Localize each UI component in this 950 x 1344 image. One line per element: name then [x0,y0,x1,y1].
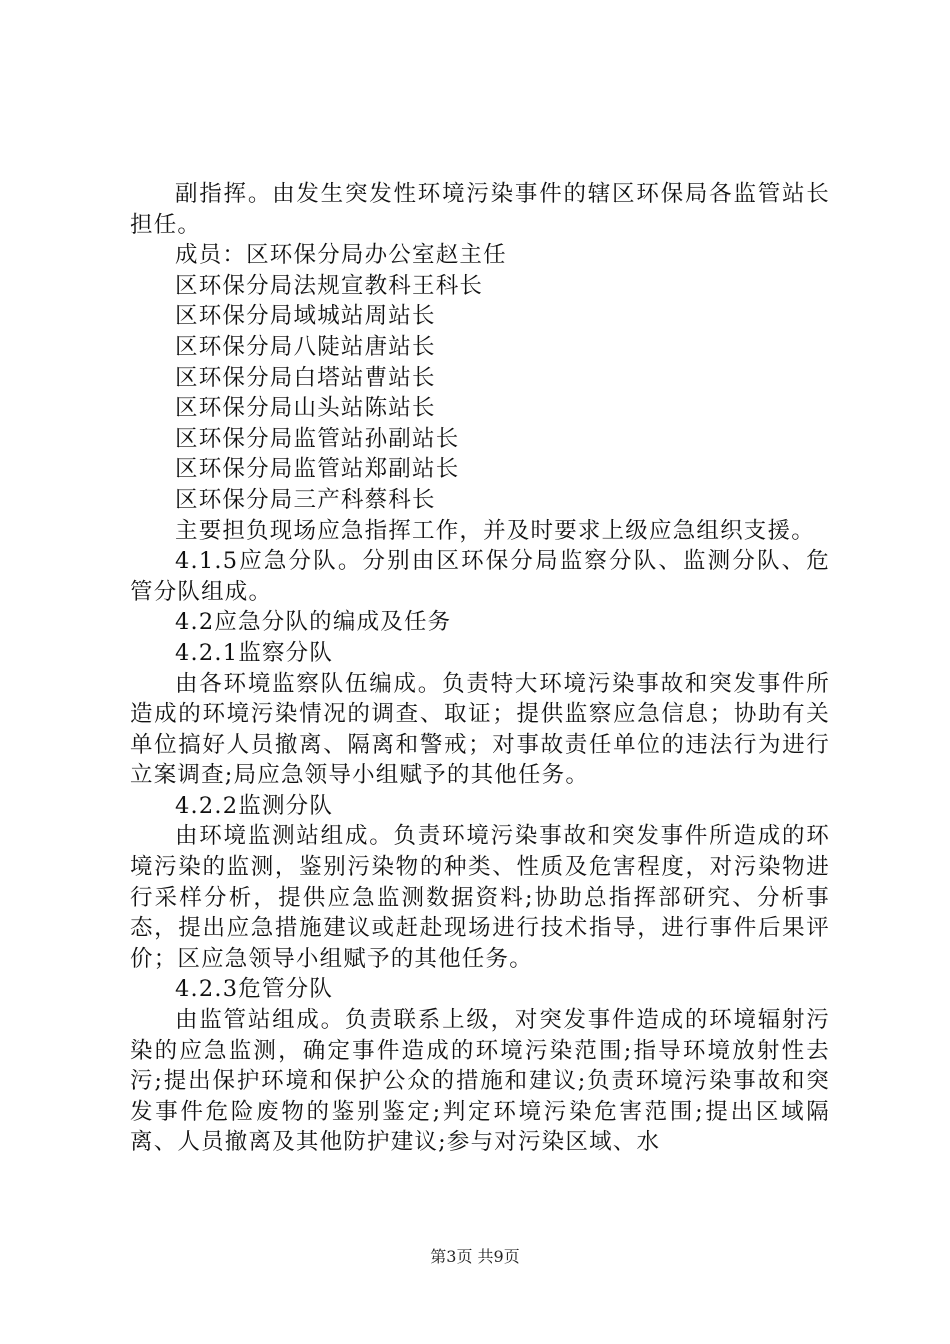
page-footer: 第3页 共9页 [430,1247,520,1266]
heading-4-2: 4.2应急分队的编成及任务 [175,609,452,636]
paragraph-members: 成员：区环保分局办公室赵主任 [175,242,507,269]
member-line: 区环保分局八陡站唐站长 [175,333,436,360]
member-line: 区环保分局监管站郑副站长 [175,456,460,483]
paragraph-duty: 主要担负现场应急指挥工作，并及时要求上级应急组织支援。 [175,517,815,544]
member-line: 区环保分局监管站孙副站长 [175,425,460,452]
paragraph-inspection-team: 由各环境监察队伍编成。负责特大环境污染事故和突发事件所造成的环境污染情况的调查、取证；提供监察应急信息；协助有关单位搞好人员撤离、隔离和警戒；对事故责任单位的违法行为进行立案调查;局应急领导小组赋予的其他任务。 [130,670,830,789]
paragraph-deputy-commander: 副指挥。由发生突发性环境污染事件的辖区环保局各监管站长担任。 [130,181,830,238]
paragraph-monitoring-team: 由环境监测站组成。负责环境污染事故和突发事件所造成的环境污染的监测，鉴别污染物的种类、性质及危害程度，对污染物进行采样分析，提供应急监测数据资料;协助总指挥部研究、分析事态，提出应急措施建议或赶赴现场进行技术指导，进行事件后果评价；区应急领导小组赋予的其他任务。 [130,823,830,972]
member-line: 区环保分局三产科蔡科长 [175,486,436,513]
heading-4-2-3: 4.2.3危管分队 [175,976,334,1003]
member-line: 区环保分局山头站陈站长 [175,395,436,422]
heading-4-2-1: 4.2.1监察分队 [175,639,334,666]
paragraph-4-1-5: 4.1.5应急分队。分别由区环保分局监察分队、监测分队、危管分队组成。 [130,548,830,605]
member-line: 区环保分局域城站周站长 [175,303,436,330]
heading-4-2-2: 4.2.2监测分队 [175,792,334,819]
paragraph-hazard-team: 由监管站组成。负责联系上级，对突发事件造成的环境辐射污染的应急监测，确定事件造成的环境污染范围;指导环境放射性去污;提出保护环境和保护公众的措施和建议;负责环境污染事故和突发事件危险废物的鉴别鉴定;判定环境污染危害范围;提出区域隔离、人员撤离及其他防护建议;参与对污染区域、水 [130,1007,830,1156]
member-line: 区环保分局法规宣教科王科长 [175,272,484,299]
document-body [130,179,830,1158]
member-line: 区环保分局白塔站曹站长 [175,364,436,391]
